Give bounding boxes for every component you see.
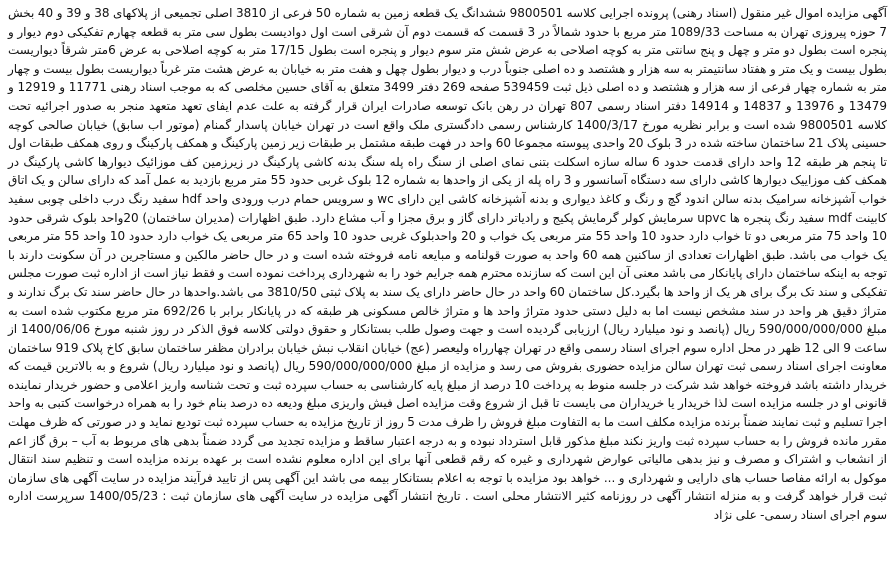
notice-body-text: آگهی مزایده اموال غیر منقول (اسناد رهنی) پرونده اجرایی کلاسه 9800501 ششدانگ یک قطعه زمین به شماره 50 فرعی از 3810 اصلی تجمیعی از پلاکهای 38 و 39 و 40 بخش 7 حوزه پیروزی تهران به مساحت 1089/33 متر مربع با حدود شمالاً در 3 قسمت که قسمت دوم آن شرقی است اول دوادیست بطول سی متر به قطعه چهارم تفکیکی دوم دیوار و پنجره است بطول دو متر و چهل و پنج سانتی متر به کوچه اصلاحی به عرض شش متر سوم دیوار و پنجره است بطول 17/15 متر به کوچه اصلاحی به عرض 6متر شرقاً دیواریست بطول بیست و یک متر و هفتاد سانتیمتر به سه هزار و هشتصد و ده اصلی جنوباً درب و دیوار بطول چهل و هفت متر به خیابان به عرض هشت متر غرباً دیواریست بطول بیست و چهار متر به شماره چهار فرعی از سه هزار و هشتصد و ده اصلی ذیل ثبت 539459 صفحه 269 دفتر 3499 متعلق به آقای حسین مخلصی که به موجب اسناد رهنی 11771 و 12919 و 13479 و 13976 و 14837 و 14914 دفتر اسناد رسمی 807 تهران در رهن بانک توسعه صادرات ایران قرار گرفته به علت عدم ایفای تعهد متعهد منجر به صدور اجرائیه تحت کلاسه 9800501 شده است و برابر نظریه مورخ 1400/3/17 کارشناس رسمی دادگستری ملک واقع است در تهران خیابان پاسدار گمنام (موتور اب سابق) خیابان صالحی کوچه حسینی پلاک 21 ساختمان ساخته شده در 3 بلوک 20 واحدی پیوسته مجموعا 60 واحد در فهت طبقه مشتمل بر طبقات زیر زمین پارکینگ و همکف پارکینگ و روی همکف طبقات اول تا پنجم هر طبقه 12 واحد دارای قدمت حدود 6 ساله سازه اسکلت بتنی نمای اصلی از سنگ راه پله سنگ بدنه کاشی پارکینگ در زیرزمین کف موزائیک دیوارها کاشی پارکینگ در همکف کف موزاییک دیوارها کاشی دارای سه دستگاه آسانسور و 3 راه پله از یکی از واحدها به شماره 12 بلوک غربی حدود 55 متر مربع بازدید به عمل آمد که دارای سالن و یک اتاق خواب آشپزخانه سرامیک بدنه سالن اندود گچ و رنگ و کاغذ دیواری و بدنه آشپزخانه کاشی این دارای wc و سرویس حمام درب ورودی واحد hdf سفید رنگ درب داخلی چوبی سفید کابینت mdf سفید رنگ پنجره ها upvc سرمایش کولر گرمایش پکیج و رادیاتر دارای گاز و برق مجزا و آب مشاع دارد. طبق اظهارات (مدیران ساختمان) 20واحد بلوک شرقی حدود 10 واحد 75 متر مربعی دو تا خواب دارد حدود 10 واحد 55 متر مربعی یک خواب و 20 واحدبلوک غربی حدود 10 واحد 65 متر مربعی یک خواب دارد حدود 10 واحد 55 متر مربعی یک خواب می باشد. طبق اظهارات تعدادی از ساکنین همه 60 واحد به صورت قولنامه و مبایعه نامه فروخته شده است و در حال حاضر مالکین و مستاجرین در آن سکونت دارند با توجه به اینکه ساختمان دارای پایانکار می باشد معنی آن این است که سازنده محترم همه جرایم خود را به شهرداری پرداخت نموده است و فقط نیاز است از اداره ثبت صورت مجلس تفکیکی و سند تک برگ برای هر یک از واحد ها بگیرد.کل ساختمان 60 واحد در حال حاضر دارای یک سند به پلاک ثبتی 3810/50 می باشد.واحدها در حال حاضر سند تک برگ ندارند و متراژ دقیق هر واحد در سند مشخص نیست اما به دلیل دستی حدود متراژ واحد ها و متراژ خالص مسکونی هر طبقه که در پایانکار برابر با 692/26 متر مربع مکتوب شده است به مبلغ 590/000/000/000 ریال (پانصد و نود میلیارد ریال) ارزیابی گردیده است و جهت وصول طلب بستانکار و حقوق دولتی کلاسه فوق الذکر در روز شنبه مورخ 1400/06/06 از ساعت 9 الی 12 ظهر در محل اداره سوم اجرای اسناد رسمی واقع در تهران چهارراه ولیعصر (عج) خیابان انقلاب نبش خیابان برادران مظفر ساختمان سابق کاخ پلاک 919 ساختمان معاونت اجرای اسناد رسمی ثبت تهران سالن مزایده حضوری بفروش می رسد و مزایده از مبلغ 590/000/000/000 ریال (پانصد و نود میلیارد ریال) شروع و به بالاترین قیمت که خریدار داشته باشد فروخته خواهد شد شرکت در جلسه منوط به پرداخت 10 درصد از مبلغ پایه کارشناسی به حساب سپرده ثبت و تحت شناسه واریز اعلامی و حضور خریدار نماینده قانونی او در جلسه مزایده است لذا خریدار یا خریداران می بایست تا قبل از شروع وقت مزایده اصل فیش واریزی مبلغ ودیعه ده درصد بنام خود را به همراه درخواست کتبی به واحد اجرا تسلیم و ثبت نمایند ضمناً برنده مزایده مکلف است ما به التفاوت مبلغ فروش را ظرف مدت 5 روز از تاریخ مزایده به حساب سپرده ثبت تودیع نماید و در صورتی که ظرف مهلت مقرر مانده فروش را به حساب سپرده ثبت واریز نکند مبلغ مذکور قابل استرداد نبوده و به درجه اعتبار ساقط و مزایده تجدید می گردد ضمناً بدهی های مربوط به آب – برق گاز اعم از انشعاب و اشتراک و مصرف و نیز بدهی مالیاتی عوارض شهرداری و غیره که رقم قطعی آنها برای این اداره معلوم نشده است بر عهده برنده مزایده است و تنظیم سند انتقال موکول به ارائه مفاصا حساب های دارایی و شهرداری و ... خواهد بود مزایده با توجه به اعلام بستانکار بیمه می باشد این آگهی پس از تایید فرآیند مزایده در سایت آگهی های سازمان ثبت قرار خواهد گرفت و به منزله انتشار آگهی در روزنامه کثیر الانتشار محلی است . تاریخ انتشار آگهی مزایده در سایت آگهی های سازمان ثبت : 1400/05/23 سرپرست اداره سوم اجرای اسناد رسمی- علی نژاد — [8, 6, 888, 523]
